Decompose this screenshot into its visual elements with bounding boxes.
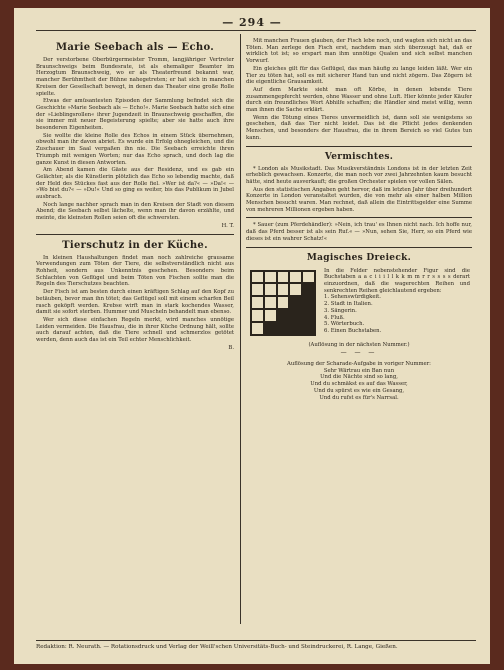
paragraph: Wer sich diese einfachen Regeln merkt, wird manches unnötige Leiden vermeiden. Die Hausfrau, die in ihrer Küche Ordnung hält, sollte auch darauf achten, daß die Tiere schnell und schmerzlos getötet werden, denn auch das ist ein Teil echter Menschlichkeit.: [36, 316, 234, 344]
solution-line: Und du schmäkst es auf das Wasser,: [310, 381, 408, 388]
solution-line: Sehr Wärtrau ein Ban nun: [323, 367, 395, 374]
top-rule: [36, 30, 476, 31]
paragraph: Sie wollte die kleine Rolle des Echos in einem Stück übernehmen, obwohl man ihr davon abriet. Es wurde ein Erfolg ohnegleichen, und die Zuschauer im Saal vergaßen ihn nie. Die Seebach erreichte ihren Triumph mit wenigen Worten; nur das Echo sprach, und doch lag die ganze Kunst in diesen Antworten.: [36, 132, 234, 166]
divider-dots: — — —: [340, 349, 378, 357]
paragraph: Etwas der amüsantesten Episoden der Sammlung befindet sich die Geschichte »Marie Seebach als — Echo!«. Marie Seebach hatte sich eine der »Lieblingsrollen« ihrer Jugendzeit in Braunschweig geschaffen, die sie immer mit neuer Begeisterung spielte; aber sie hatte auch ihre besonderen Eigenheiten.: [36, 98, 234, 132]
paragraph: Der Fisch ist am besten durch einen kräftigen Schlag auf den Kopf zu betäuben, bevor man ihn tötet; das Geflügel soll mit einem scharfen Beil rasch geköpft werden. Krebse wirft man in stark kochendes Wasser, damit sie sofort sterben. Hummer und Muscheln behandelt man ebenso.: [36, 289, 234, 316]
section-title-vermischtes: Vermischtes.: [324, 151, 394, 162]
paragraph: In kleinen Haushaltungen findet man noch zahlreiche grausame Verwendungen zum Töten der Tiere, die selbstverständlich nicht aus Rohheit, sondern aus Unkenntnis geschehen. Besonders beim Schlachten von Geflügel und beim Töten von Fischen sollte man die Regeln des Tierschutzes beachten.: [36, 254, 234, 288]
paragraph: Noch lange nachher sprach man in den Kreisen der Stadt von diesem Abend; die Seebach selbst lächelte, wenn man ihr davon erzählte, und meinte, die kleinsten Rollen seien oft die schwersten.: [36, 201, 234, 222]
section-rule: [246, 247, 472, 248]
puzzle-note: (Auflösung in der nächsten Nummer.): [308, 341, 410, 348]
right-column: [246, 38, 472, 623]
article-signature: B.: [228, 344, 234, 351]
paragraph: Mit manchen Frauen glauben, der Fisch lebe noch, und wagten sich nicht an das Töten. Man zerlege den Fisch erst, nachdem man sich überzeugt hat, daß er wirklich tot ist; so erspart man ihm unnötige Qualen und sich selbst manchen Vorwurf.: [246, 38, 472, 65]
page-number: — 294 —: [222, 16, 282, 29]
clue: 5. Wörterbuch.: [324, 321, 365, 328]
puzzle-grid: [250, 270, 316, 336]
section-rule: [36, 234, 234, 235]
column-divider: [240, 34, 241, 624]
puzzle-clues: [324, 268, 470, 335]
left-column: [36, 38, 234, 623]
puzzle-intro: In die Felder nebenstehender Figur sind die Buchstaben a a c i i i l l k k m m r r s s s s derart einzuordnen, daß die wagerechten Reihen und senkrechten Reihen gleichlautend ergeben:: [324, 267, 470, 294]
solution-title: Auflösung der Scharade-Aufgabe in voriger Nummer:: [287, 360, 431, 367]
paragraph: Auf dem Markte sieht man oft Körbe, in denen lebende Tiere zusammengepfercht werden, ohne Wasser und ohne Luft. Hier könnte jeder Käufer durch ein freundliches Wort Abhilfe schaffen; die Händler sind meist willig, wenn man ihnen die Sache erklärt.: [246, 86, 472, 114]
magic-triangle-puzzle: [246, 268, 472, 338]
article-signature: H. T.: [221, 222, 234, 229]
solution-line: Und die Nächte sind so lang,: [320, 374, 398, 381]
solution-block: [246, 361, 472, 401]
paragraph: * Sauer (zum Pferdehändler): »Nein, ich trau' es Ihnen nicht nach. Ich hoffe nur, daß das Pferd besser ist als sein Ruf.« — »Nun, sehen Sie, Herr, so ein Pferd wie dieses ist ein wahrer Schatz!«: [246, 222, 472, 242]
paragraph: Wenn die Tötung eines Tieres unvermeidlich ist, dann soll sie wenigstens so geschehen, daß das Tier nicht leidet. Das ist die Pflicht jedes denkenden Menschen, und besonders der Hausfrau, die in ihrem Bereich so viel Gutes tun kann.: [246, 114, 472, 141]
solution-line: Und du rufst es für's Narrsal.: [319, 394, 399, 401]
article-title-echo: Marie Seebach als — Echo.: [55, 42, 215, 53]
solution-line: Und du spürst es wie ein Gesang,: [313, 387, 405, 394]
clue: 6. Einen Buchstaben.: [324, 327, 382, 334]
imprint-footer: Redaktion: R. Neurath. — Rotationsdruck und Verlag der Weill'schen Universitäts-Buch- und Steindruckerei, R. Lange, Gießen.: [36, 640, 476, 650]
article-title-tierschutz: Tierschutz in der Küche.: [62, 239, 208, 251]
paragraph: Aus den statistischen Angaben geht hervor, daß im letzten Jahr über dreihundert Konzerte in London veranstaltet wurden, die von mehr als einer halben Million Menschen besucht waren. Man rechnet, daß allein die Eintrittsgelder eine Summe von mehreren Millionen ergeben haben.: [246, 186, 472, 213]
section-rule: [246, 146, 472, 147]
paragraph: Am Abend kamen die Gäste aus der Residenz, und es gab ein Gelächter, als die Künstlerin plötzlich das Echo so lebendig machte, daß der Held des Stückes fast aus der Rolle fiel. »Wer ist da?« — »Da!« — »Wo bist du?« — »Du!« Und so ging es weiter, bis das Publikum in Jubel ausbrach.: [36, 167, 234, 201]
puzzle-title: Magisches Dreieck.: [306, 252, 412, 263]
clue: 1. Sehenswürdigkeit.: [324, 294, 381, 301]
paragraph: * London als Musikstadt. Das Musikverständnis Londons ist in der letzten Zeit erheblich gewachsen. Konzerte, die man noch vor zwei Jahrzehnten kaum besucht hätte, sind heute ausverkauft; die großen Orchester spielen vor vollen Sälen.: [246, 165, 472, 185]
clue: 2. Stadt in Italien.: [324, 301, 373, 308]
paragraph: Der verstorbene Oberbürgermeister Tromm, langjähriger Vertreter Braunschweigs beim Bundesrate, ist als ehemaliger Beamter im Herzogtum Braunschweig, wo er als Theaterfreund bekannt war, mancher Berühmtheit der Bühne nahegetreten; er hat sich in manchen Kreisen der Gesellschaft bewegt, in denen das Theater eine große Rolle spielte.: [36, 57, 234, 97]
paragraph: Ein gleiches gilt für das Geflügel, das man häufig zu lange leiden läßt. Wer ein Tier zu töten hat, soll es mit sicherer Hand tun und nicht zögern. Das Zögern ist die eigentliche Grausamkeit.: [246, 65, 472, 86]
clue: 4. Fluß.: [324, 314, 345, 321]
clue: 3. Sängerin.: [324, 307, 357, 314]
section-rule: [246, 217, 472, 218]
newspaper-page: [14, 8, 490, 664]
